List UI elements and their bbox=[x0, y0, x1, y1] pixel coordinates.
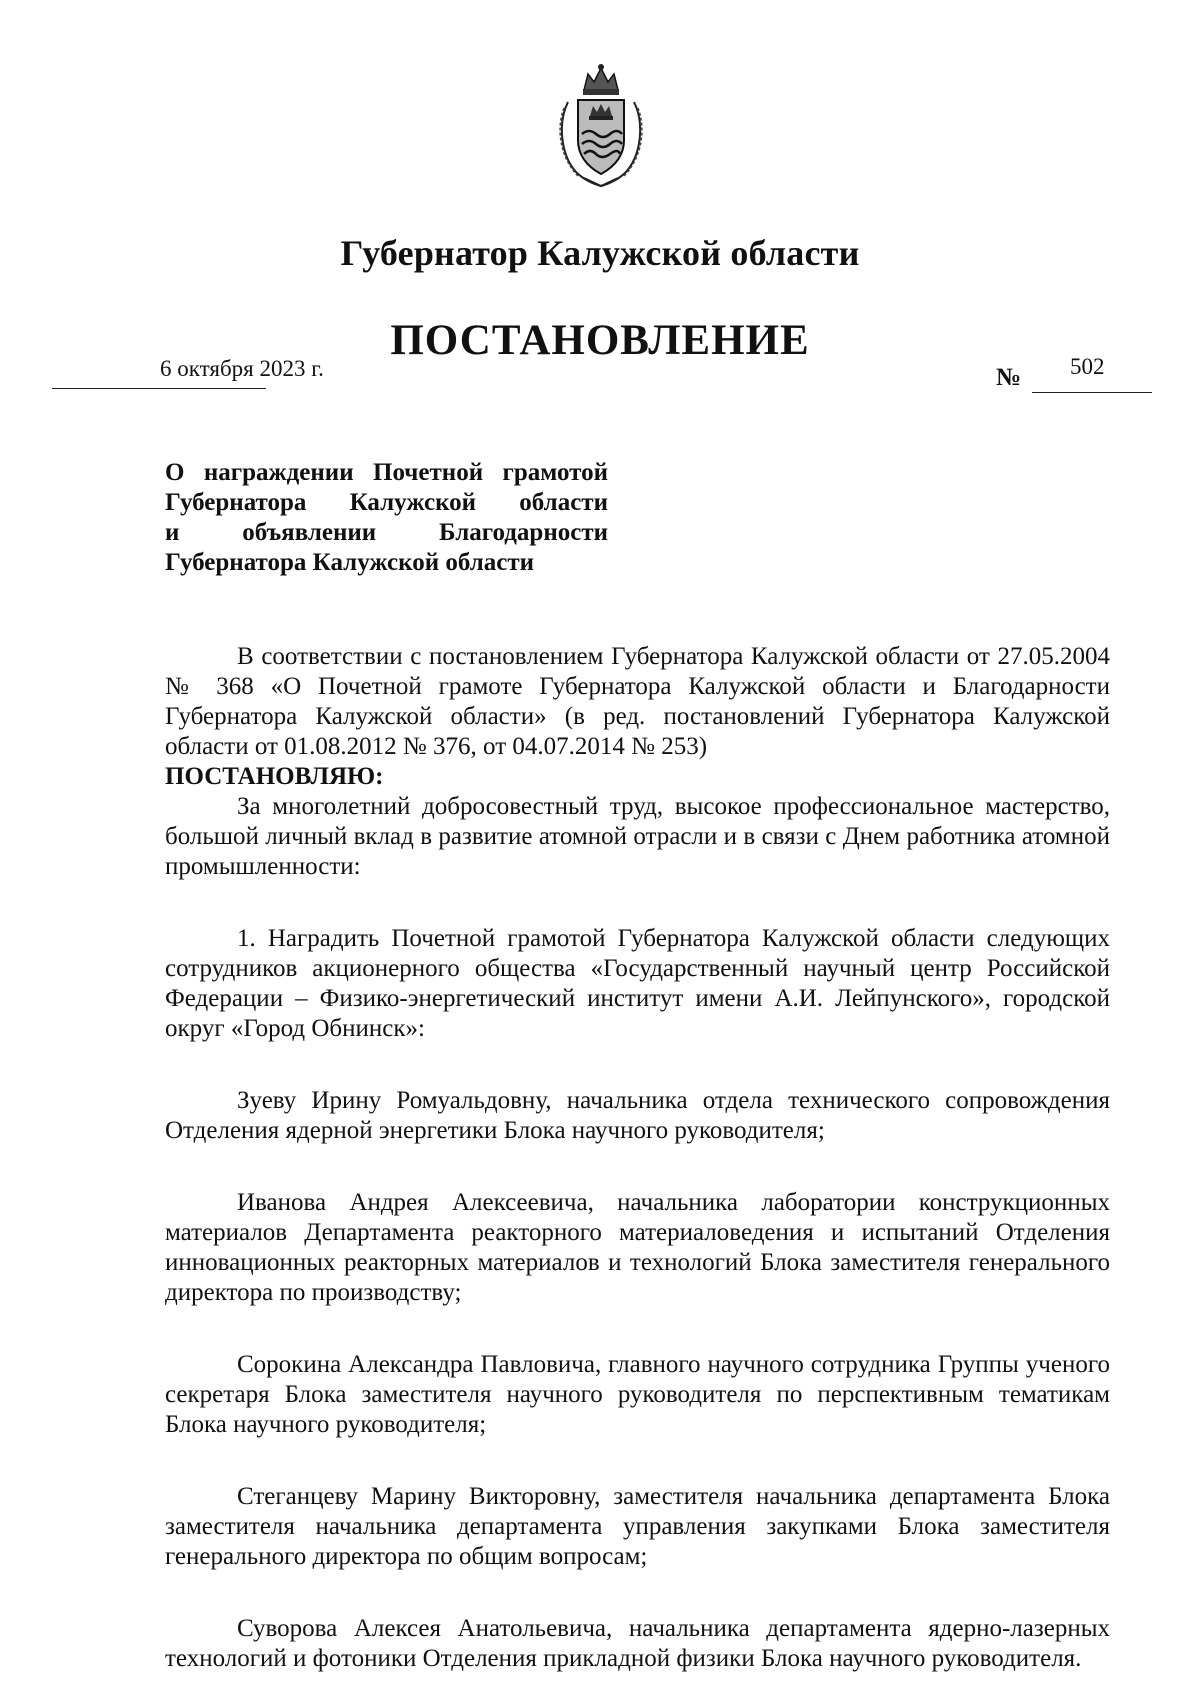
awardee-paragraph: Стеганцеву Марину Викторовну, заместителя начальника департамента Блока заместителя начальника департамента управления закупками Блока заместителя генерального директора по общим вопросам; bbox=[165, 1483, 1110, 1570]
number-underline bbox=[1032, 392, 1152, 393]
awardee-paragraph: Суворова Алексея Анатольевича, начальника департамента ядерно-лазерных технологий и фотоники Отделения прикладной физики Блока научного руководителя. bbox=[165, 1615, 1110, 1672]
awardee-paragraph: Зуеву Ирину Ромуальдовну, начальника отдела технического сопровождения Отделения ядерной энергетики Блока научного руководителя; bbox=[165, 1087, 1110, 1144]
issuing-authority: Губернатор Калужской области bbox=[340, 233, 860, 273]
document-type: ПОСТАНОВЛЕНИЕ bbox=[390, 317, 810, 364]
decree-word: ПОСТАНОВЛЯЮ: bbox=[165, 763, 384, 790]
subject-line: О награждении Почетной грамотой bbox=[165, 459, 608, 486]
subject-line: Губернатора Калужской области bbox=[165, 549, 535, 576]
awardee-paragraph: Иванова Андрея Алексеевича, начальника лаборатории конструкционных материалов Департамента реакторного материаловедения и испытаний Отделения инновационных реакторных материалов и технологий Блока заместителя генерального директора по производству; bbox=[165, 1189, 1110, 1306]
document-body bbox=[165, 642, 1110, 1674]
document-date: 6 октября 2023 г. bbox=[160, 356, 324, 381]
coat-of-arms-icon bbox=[554, 62, 648, 188]
preamble-paragraph: В соответствии с постановлением Губернатора Калужской области от 27.05.2004 № 368 «О Почетной грамоте Губернатора Калужской области и Благодарности Губернатора Калужской области» (в ред. постановлений Губернатора Калужской области от 01.08.2012 № 376, от 04.07.2014 № 253) bbox=[165, 643, 1110, 760]
reason-paragraph: За многолетний добросовестный труд, высокое профессиональное мастерство, большой личный вклад в развитие атомной отрасли и в связи с Днем работника атомной промышленности: bbox=[165, 793, 1110, 880]
awardee-paragraph: Сорокина Александра Павловича, главного научного сотрудника Группы ученого секретаря Блока заместителя научного руководителя по перспективным тематикам Блока научного руководителя; bbox=[165, 1351, 1110, 1438]
number-label: № bbox=[996, 364, 1022, 391]
item-1-paragraph: 1. Наградить Почетной грамотой Губернатора Калужской области следующих сотрудников акционерного общества «Государственный научный центр Российской Федерации – Физико-энергетический институт имени А.И. Лейпунского», городской округ «Город Обнинск»: bbox=[165, 925, 1110, 1042]
document-subject bbox=[165, 458, 608, 578]
date-underline bbox=[52, 388, 266, 389]
subject-line: и объявлении Благодарности bbox=[165, 519, 608, 546]
document-number: 502 bbox=[1070, 354, 1105, 379]
subject-line: Губернатора Калужской области bbox=[165, 489, 608, 516]
